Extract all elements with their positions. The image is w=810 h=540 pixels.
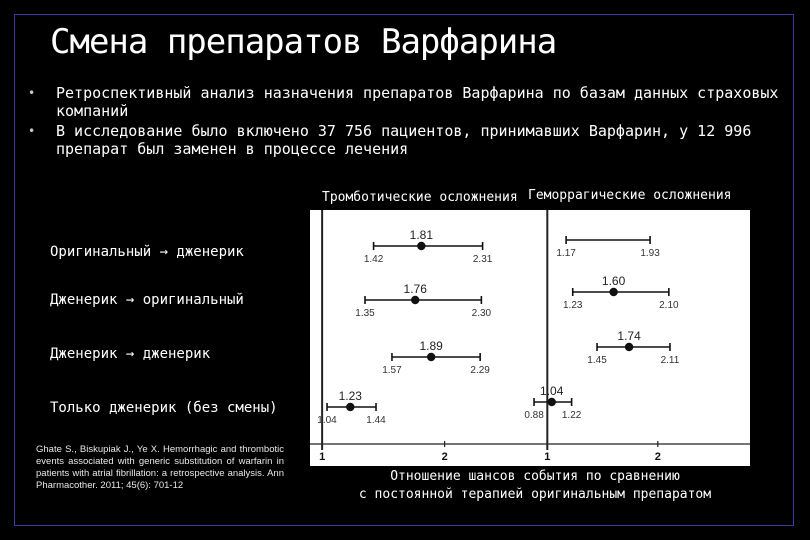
ci-high-label: 2.10 bbox=[659, 300, 679, 311]
slide-title: Смена препаратов Варфарина bbox=[50, 22, 557, 62]
ci-low-label: 1.17 bbox=[556, 248, 576, 259]
odds-ratio-label: 1.76 bbox=[403, 282, 427, 296]
row-label: Оригинальный → дженерик bbox=[50, 244, 244, 260]
bullet-item bbox=[28, 122, 788, 158]
odds-ratio-point bbox=[346, 403, 354, 411]
hemorrhagic-forest-plot bbox=[517, 210, 750, 466]
ci-low-label: 1.35 bbox=[355, 308, 375, 319]
ci-high-label: 1.93 bbox=[640, 248, 660, 259]
ci-low-label: 1.23 bbox=[562, 300, 583, 311]
ci-low-label: 1.57 bbox=[382, 365, 402, 376]
hemorrhagic-header: Геморрагические осложнения bbox=[528, 188, 732, 203]
odds-ratio-point bbox=[609, 288, 617, 296]
row-label: Дженерик → дженерик bbox=[50, 346, 211, 362]
odds-ratio-point bbox=[417, 242, 425, 250]
row-label: Только дженерик (без смены) bbox=[50, 400, 278, 416]
odds-ratio-label: 1.60 bbox=[601, 274, 626, 288]
x-axis-label-line: с постоянной терапией оригинальным препаратом bbox=[358, 487, 712, 502]
thrombotic-header: Тромботические осложнения bbox=[322, 190, 518, 205]
hemorrhagic-plot-panel bbox=[517, 210, 750, 466]
x-tick-label: 1 bbox=[544, 451, 551, 463]
ci-high-label: 2.29 bbox=[470, 365, 490, 376]
odds-ratio-label: 1.89 bbox=[419, 339, 443, 353]
bullet-item bbox=[28, 84, 788, 120]
thrombotic-plot-panel bbox=[310, 210, 518, 466]
odds-ratio-label: 1.23 bbox=[338, 389, 362, 403]
bullet-text: В исследование было включено 37 756 пациентов, принимавших Варфарин, у 12 996 препарат был заменен в процессе лечения bbox=[56, 122, 752, 158]
ci-low-label: 1.42 bbox=[363, 254, 384, 265]
ci-low-label: 0.88 bbox=[524, 410, 544, 421]
odds-ratio-label: 1.81 bbox=[409, 228, 434, 242]
ci-high-label: 2.11 bbox=[660, 355, 680, 366]
x-axis-label-line: Отношение шансов события по сравнению bbox=[390, 469, 680, 484]
bullet-list bbox=[28, 84, 788, 160]
row-label: Дженерик → оригинальный bbox=[50, 292, 244, 308]
ci-high-label: 2.31 bbox=[472, 254, 493, 265]
ci-low-label: 1.04 bbox=[317, 415, 337, 426]
x-tick-label: 1 bbox=[319, 451, 326, 463]
x-axis-label bbox=[300, 468, 770, 504]
thrombotic-forest-plot bbox=[310, 210, 518, 466]
ci-high-label: 1.44 bbox=[366, 415, 386, 426]
ci-high-label: 1.22 bbox=[561, 410, 582, 421]
citation: Ghate S., Biskupiak J., Ye X. Hemorrhagic and thrombotic events associated with generic substitution of warfarin in patients with atrial fibrillation: a retrospective analysis. Ann Pharmacother. 2011; 45(6): 701-12 bbox=[36, 444, 284, 491]
odds-ratio-label: 1.74 bbox=[617, 329, 641, 343]
x-tick-label: 2 bbox=[441, 451, 448, 463]
odds-ratio-point bbox=[427, 353, 435, 361]
x-tick-label: 2 bbox=[654, 451, 661, 463]
ci-low-label: 1.45 bbox=[587, 355, 607, 366]
bullet-dot-icon: • bbox=[28, 124, 36, 138]
bullet-dot-icon: • bbox=[28, 86, 36, 100]
bullet-text: Ретроспективный анализ назначения препаратов Варфарина по базам данных страховых компаний bbox=[56, 84, 779, 120]
odds-ratio-point bbox=[625, 343, 633, 351]
odds-ratio-point bbox=[411, 296, 419, 304]
odds-ratio-label: 1.04 bbox=[540, 384, 564, 398]
odds-ratio-point bbox=[548, 398, 556, 406]
ci-high-label: 2.30 bbox=[471, 308, 492, 319]
